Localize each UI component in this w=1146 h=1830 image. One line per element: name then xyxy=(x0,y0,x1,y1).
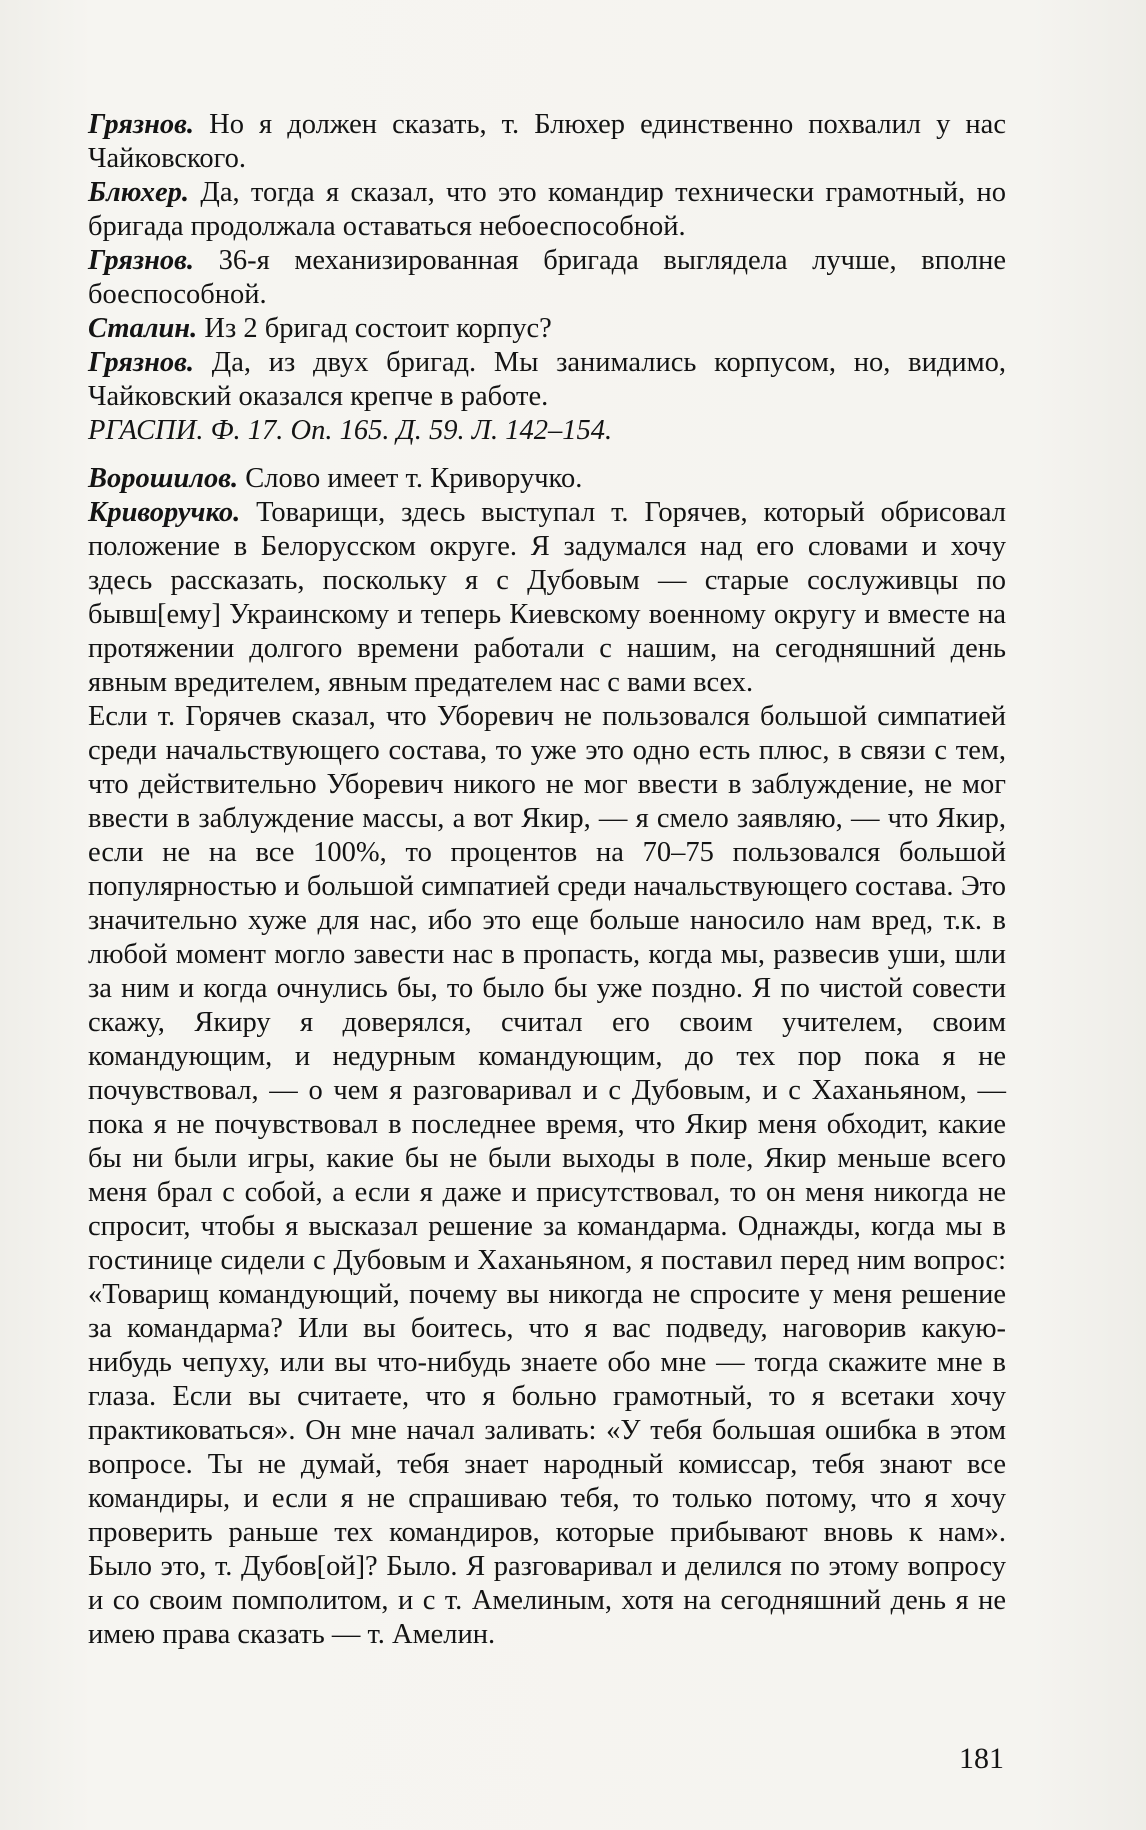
speaker-name: Блюхер. xyxy=(88,177,190,208)
paragraph-krivoruchko xyxy=(88,496,1006,700)
page-number: 181 xyxy=(959,1742,1004,1775)
paragraph-text: Товарищи, здесь выступал т. Горячев, который обрисовал положение в Белорусском округе. Я задумался над его словами и хочу здесь рассказать, поскольку я с Дубовым — старые сослуживцы по бывш[ему] Украинскому и теперь Киевскому военному округу и вместе на протяжении долгого времени работали с нашим, на сегодняшний день явным вредителем, явным предателем нас с вами всех. xyxy=(88,497,1006,698)
speaker-name: Грязнов. xyxy=(88,347,195,378)
archive-source-reference: РГАСПИ. Ф. 17. Оп. 165. Д. 59. Л. 142–154. xyxy=(88,415,613,446)
paragraph-gryaznov-2 xyxy=(88,244,1006,312)
paragraph-krivoruchko-continued: Если т. Горячев сказал, что Уборевич не пользовался большой симпатией среди начальствующего состава, то уже это одно есть плюс, в связи с тем, что действительно Уборевич никого не мог ввести в заблуждение, не мог ввести в заблуждение массы, а вот Якир, — я смело заявляю, — что Якир, если не на все 100%, то процентов на 70–75 пользовался большой популярностью и большой симпатией среди начальствующего состава. Это значительно хуже для нас, ибо это еще больше наносило нам вред, т.к. в любой момент могло завести нас в пропасть, когда мы, развесив уши, шли за ним и когда очнулись бы, то было бы уже поздно. Я по чистой совести скажу, Якиру я доверялся, считал его своим учителем, своим командующим, и недурным командующим, до тех пор пока я не почувствовал, — о чем я разговаривал и с Дубовым, и с Хаханьяном, — пока я не почувствовал в последнее время, что Якир меня обходит, какие бы ни были игры, какие бы не были выходы в поле, Якир меньше всего меня брал с собой, а если я даже и присутствовал, то он меня никогда не спросит, чтобы я высказал решение за командарма. Однажды, когда мы в гостинице сидели с Дубовым и Хаханьяном, я поставил перед ним вопрос: «Товарищ командующий, почему вы никогда не спросите у меня решение за командарма? Или вы боитесь, что я вас подведу, наговорив какую-нибудь чепуху, или вы что-нибудь знаете обо мне — тогда скажите мне в глаза. Если вы считаете, что я больно грамотный, то я всетаки хочу практиковаться». Он мне начал заливать: «У тебя большая ошибка в этом вопросе. Ты не думай, тебя знает народный комиссар, тебя знают все командиры, и если я не спрашиваю тебя, то только потому, что я хочу проверить раньше тех командиров, которые прибывают вновь к нам». Было это, т. Дубов[ой]? Было. Я разговаривал и делился по этому вопросу и со своим помполитом, и с т. Амелиным, хотя на сегодняшний день я не имею права сказать — т. Амелин. xyxy=(88,701,1006,1650)
paragraph-text: Слово имеет т. Криворучко. xyxy=(238,463,583,494)
paragraph-gryaznov-1 xyxy=(88,108,1006,176)
paragraph-text: Из 2 бригад состоит корпус? xyxy=(197,313,552,344)
paragraph-blyukher xyxy=(88,176,1006,244)
paragraph-text: Но я должен сказать, т. Блюхер единственно похвалил у нас Чайковского. xyxy=(88,109,1006,174)
speaker-name: Ворошилов. xyxy=(88,463,239,494)
speaker-name: Сталин. xyxy=(88,313,198,344)
paragraph-gryaznov-3 xyxy=(88,346,1006,414)
paragraph-text: Да, из двух бригад. Мы занимались корпусом, но, видимо, Чайковский оказался крепче в работе. xyxy=(88,347,1006,412)
paragraph-stalin xyxy=(88,312,1006,346)
paragraph-text: Да, тогда я сказал, что это командир технически грамотный, но бригада продолжала оставаться небоеспособной. xyxy=(88,177,1006,242)
speaker-name: Грязнов. xyxy=(88,245,195,276)
speaker-name: Криворучко. xyxy=(88,497,241,528)
paragraph-voroshilov xyxy=(88,462,1006,496)
paragraph-text: 36-я механизированная бригада выглядела лучше, вполне боеспособной. xyxy=(88,245,1006,310)
speaker-name: Грязнов. xyxy=(88,109,195,140)
page-text xyxy=(88,108,1006,1652)
